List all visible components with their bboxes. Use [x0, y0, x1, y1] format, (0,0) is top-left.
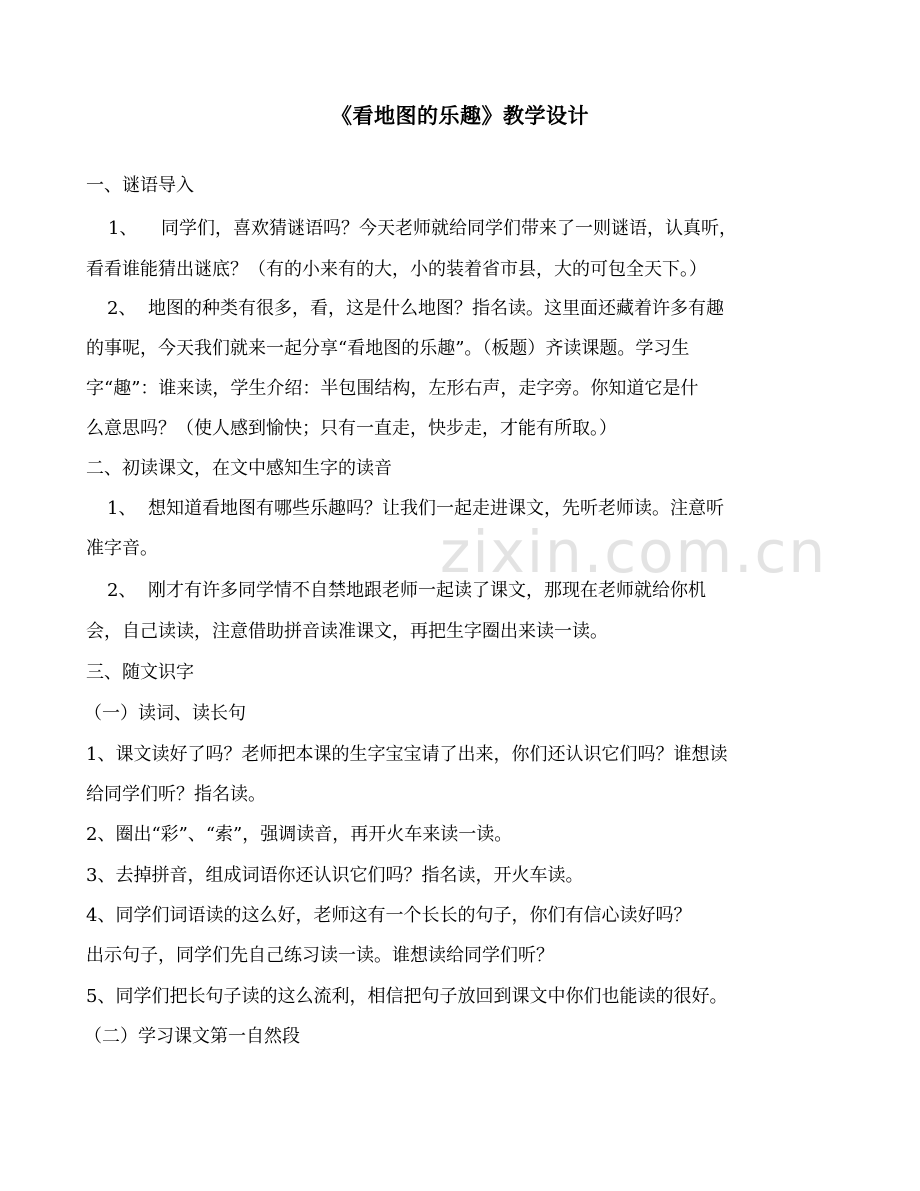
paragraph-line: 3、去掉拼音，组成词语你还认识它们吗？指名读，开火车读。 — [86, 865, 584, 886]
paragraph-line: 地图的种类有很多，看，这是什么地图？指名读。这里面还藏着许多有趣 — [148, 298, 724, 319]
paragraph-line: 么意思吗？（使人感到愉快；只有一直走，快步走，才能有所取。） — [86, 418, 617, 439]
section-heading-3: 三、随文识字 — [86, 662, 194, 683]
paragraph-line: 给同学们听？指名读。 — [86, 784, 266, 805]
paragraph-line: 会，自己读读，注意借助拼音读准课文，再把生字圈出来读一读。 — [86, 621, 608, 642]
paragraph-line: 1、课文读好了吗？老师把本课的生字宝宝请了出来，你们还认识它们吗？谁想读 — [86, 744, 728, 765]
subsection-heading: （二）学习课文第一自然段 — [84, 1026, 300, 1047]
paragraph-line: 刚才有许多同学情不自禁地跟老师一起读了课文，那现在老师就给你机 — [148, 580, 706, 601]
section-heading-2: 二、初读课文，在文中感知生字的读音 — [86, 458, 392, 479]
watermark: zixin.com.cn — [440, 518, 828, 586]
subsection-heading: （一）读词、读长句 — [84, 703, 246, 724]
item-number: 2、 — [107, 580, 137, 601]
paragraph-line: 2、圈出“彩”、“索”，强调读音，再开火车来读一读。 — [86, 824, 513, 845]
paragraph-line: 的事呢，今天我们就来一起分享“看地图的乐趣”。（板题）齐读课题。学习生 — [86, 338, 690, 359]
paragraph-line: 看看谁能猜出谜底？（有的小来有的大，小的装着省市县，大的可包全天下。） — [86, 259, 707, 280]
paragraph-line: 出示句子，同学们先自己练习读一读。谁想读给同学们听？ — [86, 945, 554, 966]
paragraph-line: 字“趣”：谁来读，学生介绍：半包围结构，左形右声，走字旁。你知道它是什 — [86, 378, 699, 399]
section-heading-1: 一、谜语导入 — [86, 175, 194, 196]
paragraph-line: 同学们，喜欢猜谜语吗？今天老师就给同学们带来了一则谜语，认真听， — [161, 218, 737, 239]
document-title: 《看地图的乐趣》教学设计 — [331, 103, 589, 128]
item-number: 1、 — [108, 218, 138, 239]
paragraph-line: 想知道看地图有哪些乐趣吗？让我们一起走进课文，先听老师读。注意听 — [148, 498, 724, 519]
item-number: 1、 — [107, 498, 137, 519]
paragraph-line: 5、同学们把长句子读的这么流利，相信把句子放回到课文中你们也能读的很好。 — [86, 986, 728, 1007]
paragraph-line: 4、同学们词语读的这么好，老师这有一个长长的句子，你们有信心读好吗？ — [86, 905, 692, 926]
item-number: 2、 — [107, 298, 137, 319]
paragraph-line: 准字音。 — [86, 538, 158, 559]
